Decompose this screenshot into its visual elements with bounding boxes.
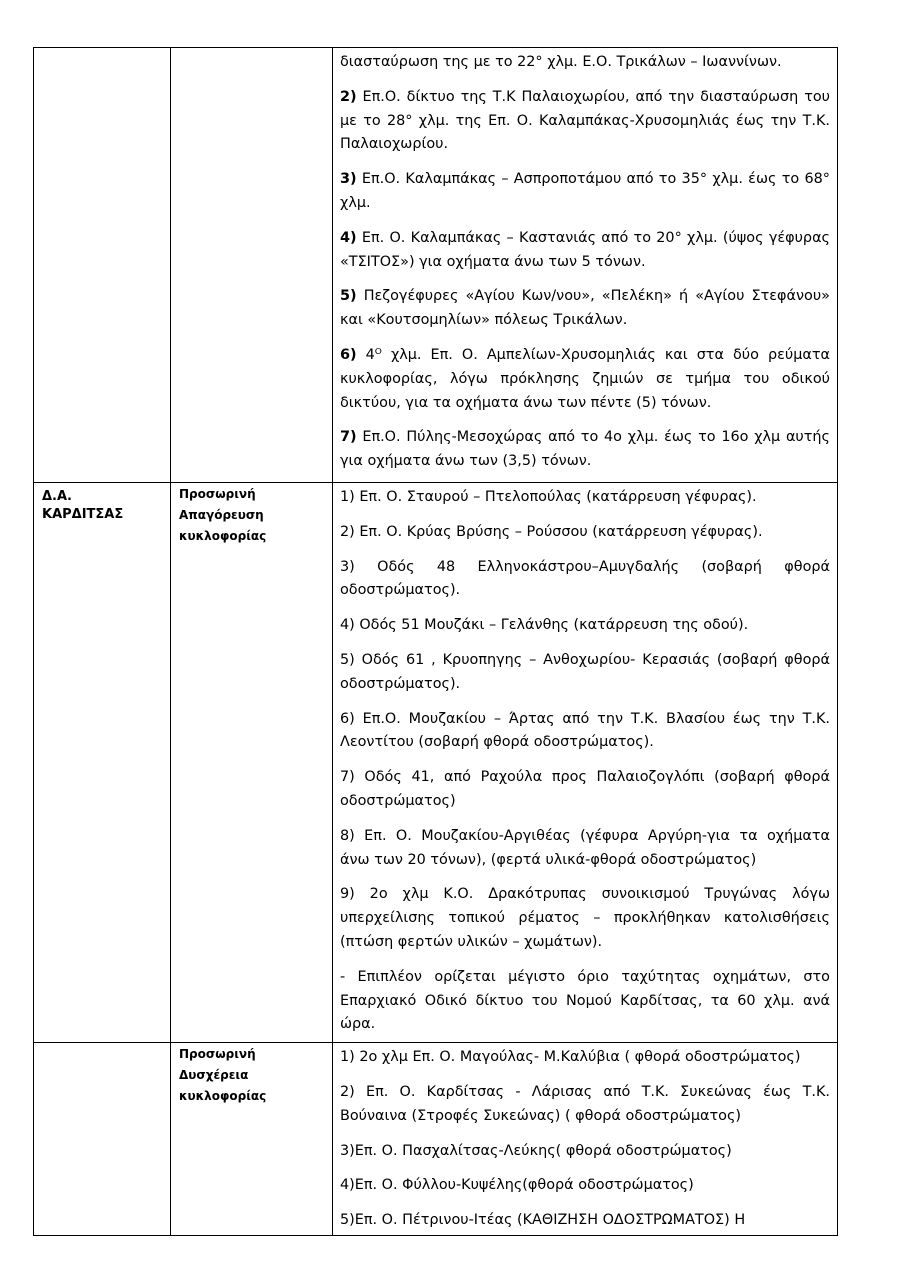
list-item: - Επιπλέον ορίζεται μέγιστο όριο ταχύτητας οχημάτων, στο Επαρχιακό Οδικό δίκτυο του Νομού Καρδίτσας, τα 60 χλμ. ανά ώρα. — [340, 968, 830, 1033]
list-item: 7) Επ.Ο. Πύλης-Μεσοχώρας από το 4ο χλμ. έως το 16ο χλμ αυτής για οχήματα άνω των (3,5) τόνων. — [340, 429, 830, 470]
list-item: διασταύρωση της με το 22° χλμ. Ε.Ο. Τρικάλων – Ιωαννίνων. — [340, 54, 782, 70]
list-item: 6) 4ᴼ χλμ. Επ. Ο. Αμπελίων-Χρυσομηλιάς και στα δύο ρεύματα κυκλοφορίας, λόγω πρόκλησης ζημιών σε τμήμα του οδικού δικτύου, για τα οχήματα άνω των πέντε (5) τόνων. — [340, 346, 830, 411]
region-label: Δ.Α. — [42, 489, 72, 504]
status-label: κυκλοφορίας — [179, 529, 267, 543]
list-item: 1) Επ. Ο. Σταυρού – Πτελοπούλας (κατάρρευση γέφυρας). — [340, 489, 757, 505]
list-item: 4) Οδός 51 Μουζάκι – Γελάνθης (κατάρρευση της οδού). — [340, 617, 749, 634]
list-item: 1) 2ο χλμ Επ. Ο. Μαγούλας- Μ.Καλύβια ( φθορά οδοστρώματος) — [340, 1049, 801, 1066]
list-item: 4)Επ. Ο. Φύλλου-Κυψέλης(φθορά οδοστρώματος) — [340, 1177, 694, 1194]
measures-cell — [333, 1043, 838, 1236]
list-item: 5)Επ. Ο. Πέτρινου-Ιτέας (ΚΑΘΙΖΗΣΗ ΟΔΟΣΤΡΩΜΑΤΟΣ) Η — [340, 1212, 746, 1229]
document-page — [33, 47, 837, 1236]
region-cell — [34, 483, 171, 1043]
list-item: 5) Πεζογέφυρες «Αγίου Κων/νου», «Πελέκη» ή «Αγίου Στεφάνου» και «Κουτσομηλίων» πόλεως Τρικάλων. — [340, 288, 830, 329]
table-row — [34, 483, 838, 1043]
measures-cell — [333, 483, 838, 1043]
status-label: Απαγόρευση — [179, 508, 264, 522]
list-item: 5) Οδός 61 , Κρυοπηγης – Ανθοχωρίου- Κερασιάς (σοβαρή φθορά οδοστρώματος). — [340, 651, 830, 692]
region-cell — [34, 48, 171, 483]
status-cell — [171, 1043, 333, 1236]
road-closures-table — [33, 47, 838, 1236]
status-cell — [171, 483, 333, 1043]
list-item: 2) Επ. Ο. Καρδίτσας - Λάρισας από Τ.Κ. Συκεώνας έως Τ.Κ. Βούναινα (Στροφές Συκεώνας) ( φθορά οδοστρώματος) — [340, 1083, 830, 1124]
table-row — [34, 48, 838, 483]
status-label: Προσωρινή — [179, 1047, 256, 1062]
region-label: ΚΑΡΔΙΤΣΑΣ — [42, 507, 124, 522]
table-row — [34, 1043, 838, 1236]
status-cell — [171, 48, 333, 483]
status-label: Δυσχέρεια — [179, 1068, 249, 1083]
list-item: 6) Επ.Ο. Μουζακίου – Άρτας από την Τ.Κ. Βλασίου έως την Τ.Κ. Λεοντίτου (σοβαρή φθορά οδοστρώματος). — [340, 710, 830, 751]
list-item: 3) Επ.Ο. Καλαμπάκας – Ασπροποτάμου από το 35° χλμ. έως το 68° χλμ. — [340, 171, 830, 211]
list-item: 8) Επ. Ο. Μουζακίου-Αργιθέας (γέφυρα Αργύρη-για τα οχήματα άνω των 20 τόνων), (φερτά υλικά-φθορά οδοστρώματος) — [340, 827, 830, 868]
list-item: 3) Οδός 48 Ελληνοκάστρου–Αμυγδαλής (σοβαρή φθορά οδοστρώματος). — [340, 558, 830, 599]
status-label: Προσωρινή — [179, 487, 256, 501]
region-cell — [34, 1043, 171, 1236]
list-item: 4) Επ. Ο. Καλαμπάκας – Καστανιάς από το 20° χλμ. (ύψος γέφυρας «ΤΣΙΤΟΣ») για οχήματα άνω των 5 τόνων. — [340, 229, 830, 270]
list-item: 2) Επ. Ο. Κρύας Βρύσης – Ρούσσου (κατάρρευση γέφυρας). — [340, 523, 763, 540]
list-item: 3)Επ. Ο. Πασχαλίτσας-Λεύκης( φθορά οδοστρώματος) — [340, 1142, 732, 1159]
list-item: 9) 2ο χλμ Κ.Ο. Δρακότρυπας συνοικισμού Τρυγώνας λόγω υπερχείλισης τοπικού ρέματος – προκλήθηκαν κατολισθήσεις (πτώση φερτών υλικών – χωμάτων). — [340, 886, 830, 950]
measures-cell — [333, 48, 838, 483]
list-item: 2) Επ.Ο. δίκτυο της Τ.Κ Παλαιοχωρίου, από την διασταύρωση του με το 28° χλμ. της Επ. Ο. Καλαμπάκας-Χρυσομηλιάς έως την Τ.Κ. Παλαιοχωρίου. — [340, 88, 830, 153]
list-item: 7) Οδός 41, από Ραχούλα προς Παλαιοζογλόπι (σοβαρή φθορά οδοστρώματος) — [340, 769, 830, 809]
status-label: κυκλοφορίας — [179, 1089, 267, 1104]
